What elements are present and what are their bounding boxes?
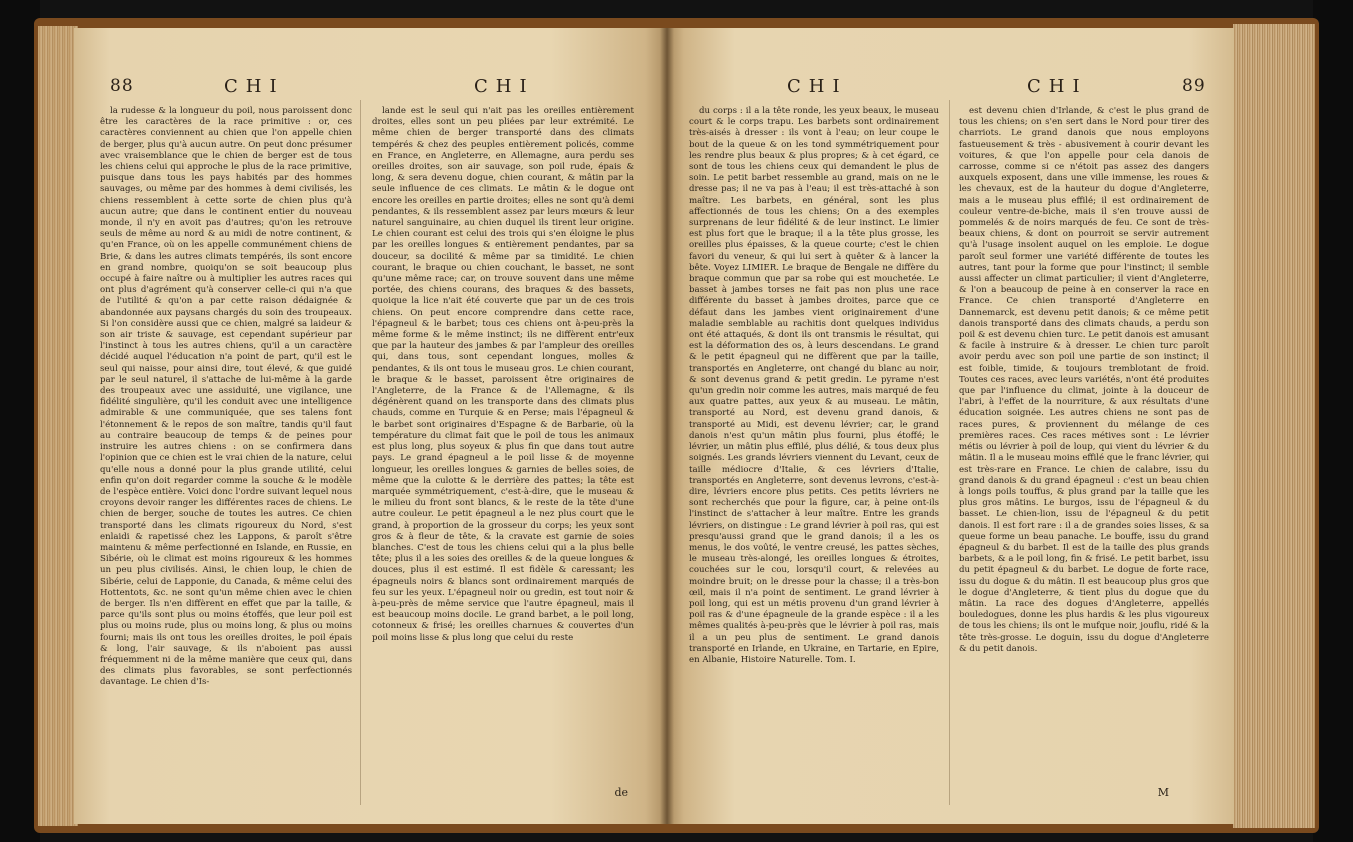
book-gutter — [660, 28, 674, 824]
signature-mark: M — [1157, 785, 1169, 799]
running-head: CHI — [224, 76, 285, 97]
text-column — [689, 106, 939, 806]
column-text: du corps : il a la tête ronde, les yeux beaux, le museau court & le corps trapu. Les barbets sont ordinairement très-aisés à dresser : ils vont à l'eau; on leur coupe le bout de la queue & on les tond symmétriquement pour les rendre plus beaux & plus propres; & à cet égard, ce sont de tous les chiens ceux qui demandent le plus de soin. Le petit barbet ressemble au grand, mais on ne le dresse pas; il ne va pas à l'eau; il est très-attaché à son maître. Les barbets, en général, sont les plus affectionnés de tous les chiens; On a des exemples surprenans de leur fidélité & de leur instinct. Le limier est plus fort que le braque; il a la tête plus grosse, les oreilles plus épaisses, & la queue courte; c'est le chien favori du veneur, & qui lui sert à quêter & à lancer la bête. Voyez LIMIER. Le braque de Bengale ne diffère du braque commun que par sa robe qui est mouchetée. Le basset à jambes torses ne fait pas non plus une race différente du basset à jambes droites, parce que ce défaut dans les jambes vient originairement d'une maladie semblable au rachitis dont quelques individus ont été attaqués, & dont ils ont transmis le résultat, qui est la déformation des os, à leurs descendans. Le grand & le petit épagneul qui ne diffèrent que par la taille, transportés en Angleterre, ont changé du blanc au noir, & sont devenus grand & petit gredin. Le pyrame n'est qu'un gredin noir comme les autres, mais marqué de feu aux quatre pattes, aux yeux & au museau. Le mâtin, transporté au Nord, est devenu grand danois, & transporté au Midi, est devenu lévrier; car, le grand danois n'est qu'un mâtin plus fourni, plus étoffé; le lévrier, un mâtin plus effilé, plus délié, & tous deux plus soignés. Les grands lévriers viennent du Levant, ceux de taille médiocre d'Italie, & ces lévriers d'Italie, transportés en Angleterre, sont devenus levrons, c'est-à-dire, lévriers encore plus petits. Ces petits lévriers ne sont recherchés que pour la figure, car, à peine ont-ils l'instinct de s'attacher à leur maître. Entre les grands lévriers, on distingue : Le grand lévrier à poil ras, qui est presqu'aussi grand que le grand danois; il a les os menus, le dos voûté, le ventre creusé, les pattes sèches, le museau très-alongé, les oreilles longues & étroites, couchées sur le cou, lorsqu'il court, & relevées au moindre bruit; on le dresse pour la chasse; il a très-bon œil, mais il n'a point de sentiment. Le grand lévrier à poil long, qui est un métis provenu d'un grand lévrier à poil ras & d'une épagneule de la grande espèce : il a les mêmes qualités à-peu-près que le lévrier à poil ras, mais il a un peu plus de sentiment. Le grand danois transporté en Irlande, en Ukraine, en Tartarie, en Epire, en Albanie, Histoire Naturelle. Tom. I. — [689, 106, 939, 665]
running-head: CHI — [787, 76, 848, 97]
catchword: de — [614, 785, 628, 799]
column-text: lande est le seul qui n'ait pas les oreilles entièrement droites, elles sont un peu pliées par leur extrémité. Le même chien de berger transporté dans des climats tempérés & chez des peuples entièrement policés, comme en France, en Angleterre, en Allemagne, aura perdu ses oreilles droites, son air sauvage, son poil rude, épais & long, & sera devenu dogue, chien courant, & mâtin par la seule influence de ces climats. Le mâtin & le dogue ont encore les oreilles en partie droites; elles ne sont qu'à demi pendantes, & ils ressemblent assez par leurs mœurs & leur naturel sanguinaire, au chien duquel ils tirent leur origine. Le chien courant est celui des trois qui s'en éloigne le plus par les oreilles longues & entièrement pendantes, par sa douceur, sa docilité & même par sa timidité. Le chien courant, le braque ou chien couchant, le basset, ne sont qu'une même race; car, on trouve souvent dans une même portée, des chiens courans, des braques & des bassets, quoique la lice n'ait été couverte que par un de ces trois chiens. On peut encore comprendre dans cette race, l'épagneul & le barbet; tous ces chiens ont à-peu-près la même forme & le même instinct; ils ne diffèrent entr'eux que par la hauteur des jambes & par l'ampleur des oreilles qui, dans tous, sont cependant longues, molles & pendantes, & ils ont tous le museau gros. Le chien courant, le braque & le basset, paroissent être originaires de l'Angleterre, de la France & de l'Allemagne, & ils dégénèrent quand on les transporte dans des climats plus chauds, comme en Turquie & en Perse; mais l'épagneul & le barbet sont originaires d'Espagne & de Barbarie, où la température du climat fait que le poil de tous les animaux est plus long, plus soyeux & plus fin que dans tout autre pays. Le grand épagneul a le poil lisse & de moyenne longueur, les oreilles longues & garnies de belles soies, de même que la culotte & le derrière des pattes; la tête est marquée symmétriquement, c'est-à-dire, que le museau & le milieu du front sont blancs, & le reste de la tête d'une autre couleur. Le petit épagneul a le nez plus court que le grand, à proportion de la grosseur du corps; les yeux sont gros & à fleur de tête, & la cravate est garnie de soies blanches. C'est de tous les chiens celui qui a la plus belle tête; plus il a les soies des oreilles & de la queue longues & douces, plus il est estimé. Il est fidèle & caressant; les épagneuls noirs & blancs sont ordinairement marqués de feu sur les yeux. L'épagneul noir ou gredin, est tout noir & à-peu-près de même service que l'autre épagneul, mais il est beaucoup moins docile. Le grand barbet, a le poil long, cotonneux & frisé; les oreilles charnues & couvertes d'un poil moins lisse & plus long que celui du reste — [372, 106, 634, 643]
background-right — [1313, 0, 1353, 842]
page-number: 88 — [110, 76, 134, 96]
page-edges-left — [38, 26, 78, 826]
page-edges-right — [1233, 24, 1315, 828]
left-page — [74, 28, 669, 824]
text-column — [100, 106, 352, 806]
page-number: 89 — [1182, 76, 1206, 96]
open-book — [34, 18, 1319, 833]
running-head: CHI — [474, 76, 535, 97]
column-text: la rudesse & la longueur du poil, nous paroissent donc être les caractères de la race primitive : or, ces caractères conviennent au chien que l'on appelle chien de berger, plus qu'à aucun autre. On peut donc présumer avec vraisemblance que le chien de berger est de tous les chiens celui qui approche le plus de la race primitive, puisque dans tous les pays habités par des hommes sauvages, ou même par des hommes à demi civilisés, les chiens ressemblent à cette sorte de chien plus qu'à aucun autre; que dans le continent entier du nouveau monde, il n'y en avoit pas d'autres; qu'on les retrouve seuls de même au nord & au midi de notre continent, & qu'en France, où on les appelle communément chiens de Brie, & dans les autres climats tempérés, ils sont encore en grand nombre, quoiqu'on se soit beaucoup plus occupé à faire naître ou à multiplier les autres races qui ont plus d'agrément qu'à conserver celle-ci qui n'a que de l'utilité & qu'on a par cette raison dédaignée & abandonnée aux paysans chargés du soin des troupeaux. Si l'on considère aussi que ce chien, malgré sa laideur & son air triste & sauvage, est cependant supérieur par l'instinct à tous les autres chiens, qu'il a un caractère décidé auquel l'éducation n'a point de part, qu'il est le seul qui naisse, pour ainsi dire, tout élevé, & que guidé par le seul naturel, il s'attache de lui-même à la garde des troupeaux avec une assiduité, une vigilance, une fidélité singulière, qu'il les conduit avec une intelligence admirable & une communiquée, que ses talens font l'étonnement & le repos de son maître, tandis qu'il faut au contraire beaucoup de temps & de peines pour instruire les autres chiens : on se confirmera dans l'opinion que ce chien est le vrai chien de la nature, celui qu'elle nous a donné pour la plus grande utilité, celui enfin qu'on doit regarder comme la souche & le modèle de l'espèce entière. Voici donc l'ordre suivant lequel nous croyons devoir ranger les différentes races de chiens. Le chien de berger, souche de toutes les autres. Ce chien transporté dans les climats rigoureux du Nord, s'est enlaidi & rapetissé chez les Lappons, & paroît s'être maintenu & même perfectionné en Islande, en Russie, en Sibérie, où le climat est moins rigoureux & les hommes un peu plus civilisés. Ainsi, le chien loup, le chien de Sibérie, celui de Lapponie, du Canada, & même celui des Hottentots, &c. ne sont qu'un même chien avec le chien de berger. Ils n'en diffèrent en effet que par la taille, & parce qu'ils sont plus ou moins étoffés, que leur poil est plus ou moins rude, plus ou moins long, & plus ou moins fourni; mais ils ont tous les oreilles droites, le poil épais & long, l'air sauvage, & ils n'aboient pas aussi fréquemment ni de la même manière que ceux qui, dans des climats plus favorables, se sont perfectionnés davantage. Le chien d'Is- — [100, 106, 352, 688]
column-text: est devenu chien d'Irlande, & c'est le plus grand de tous les chiens; on s'en sert dans le Nord pour tirer des charriots. Le grand danois que nous employons fastueusement & très - abusivement à courir devant les voitures, & que l'on appelle pour cela danois de carrosse, comme si ce n'étoit pas assez des dangers auxquels exposent, dans une ville immense, les roues & les chevaux, est de la hauteur du dogue d'Angleterre, mais a le museau plus effilé; il est ordinairement de couleur ventre-de-biche, mais il s'en trouve aussi de pommelés & de noirs marqués de feu. Ce sont de très-beaux chiens, & dont on pourroit se servir autrement qu'à l'usage insolent auquel on les emploie. Le dogue paroît seul former une variété différente de toutes les autres, tant pour la forme que pour l'instinct; il semble aussi affecter un climat particulier; il vient d'Angleterre, & l'on a beaucoup de peine à en conserver la race en France. Ce chien transporté d'Angleterre en Dannemarck, est devenu petit danois; & ce même petit danois transporté dans des climats chauds, a perdu son poil & est devenu chien turc. Le petit danois est amusant & facile à instruire & à dresser. Le chien turc paroît avoir perdu avec son poil une partie de son instinct; il est foible, timide, & toujours tremblotant de froid. Toutes ces races, avec leurs variétés, n'ont été produites que par l'influence du climat, jointe à la douceur de l'abri, à l'effet de la nourriture, & aux résultats d'une éducation soignée. Les autres chiens ne sont pas de races pures, & proviennent du mélange de ces premières races. Ces races métives sont : Le lévrier métis ou lévrier à poil de loup, qui vient du lévrier & du mâtin. Il a le museau moins effilé que le franc lévrier, qui est très-rare en France. Le chien de calabre, issu du grand danois & du grand épagneul : c'est un beau chien à longs poils touffus, & plus grand par la taille que les plus gros mâtins. Le burgos, issu de l'épagneul & du basset. Le chien-lion, issu de l'épagneul & du petit danois. Il est fort rare : il a de grandes soies lisses, & sa queue forme un beau panache. Le bouffe, issu du grand épagneul & du barbet. Il est de la taille des plus grands barbets, & a le poil long, fin & frisé. Le petit barbet, issu du petit épagneul & du barbet. Le dogue de forte race, issu du dogue & du mâtin. Il est beaucoup plus gros que le dogue d'Angleterre, & tient plus du dogue que du mâtin. La race des dogues d'Angleterre, appellés bouledogues, donne les plus hardis & les plus vigoureux de tous les chiens; ils ont le mufque noir, jouflu, ridé & la tête très-grosse. Le doguin, issu du dogue d'Angleterre & du petit danois. — [959, 106, 1209, 654]
text-column — [959, 106, 1209, 806]
column-rule — [360, 100, 361, 805]
right-page — [667, 28, 1234, 824]
running-head: CHI — [1027, 76, 1088, 97]
text-column — [372, 106, 634, 806]
column-rule — [949, 100, 950, 805]
